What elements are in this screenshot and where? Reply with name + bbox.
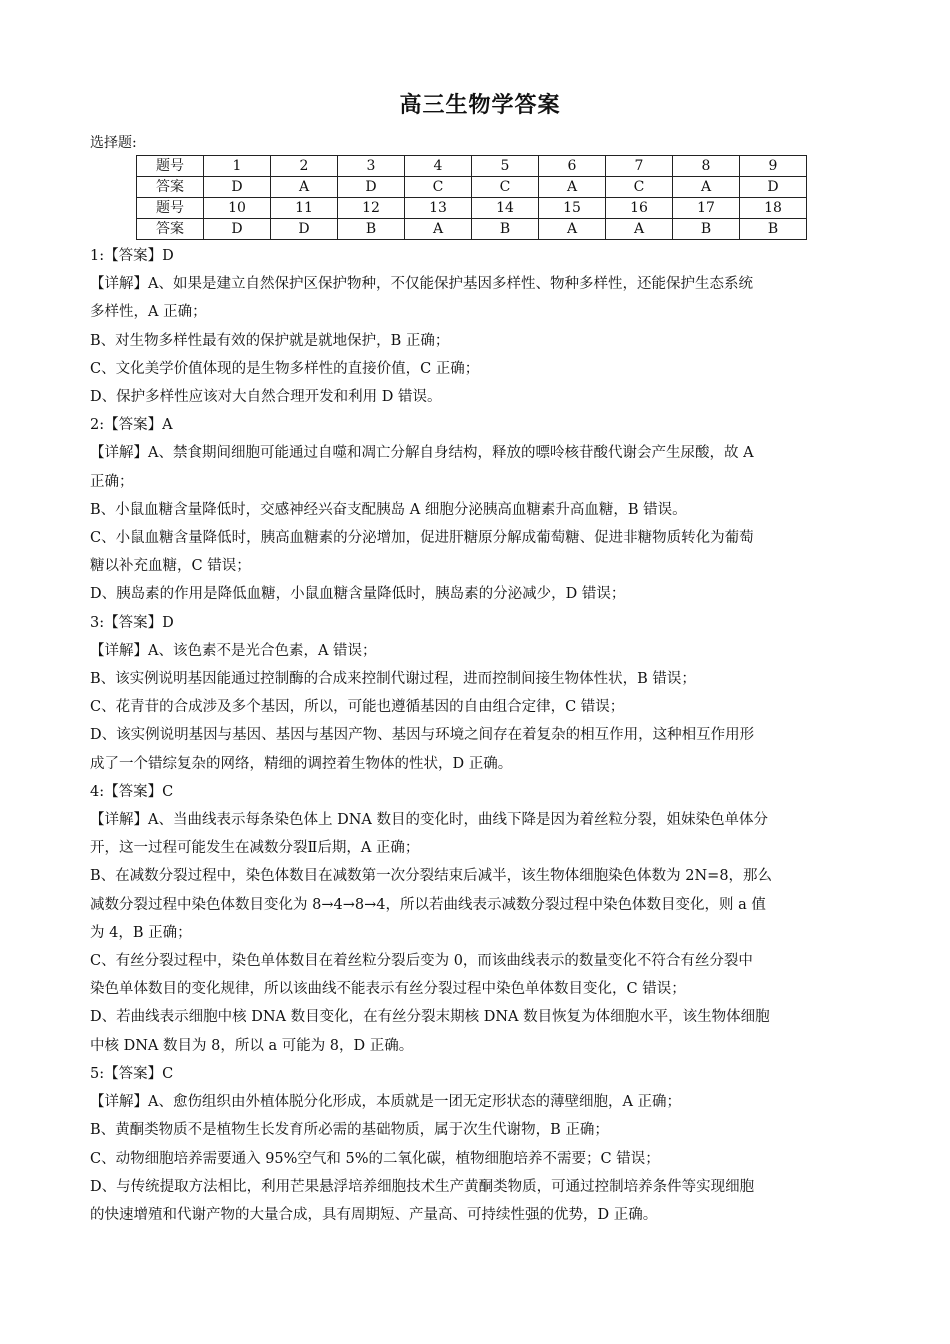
explanation-line: D、该实例说明基因与基因、基因与基因产物、基因与环境之间存在着复杂的相互作用，这种相互作用形 <box>90 727 755 744</box>
table-cell: D <box>740 177 807 198</box>
table-row <box>137 198 807 219</box>
page-title: 高三生物学答案 <box>399 93 561 118</box>
table-cell: 8 <box>673 156 740 177</box>
table-cell: C <box>472 177 539 198</box>
explanation-line: 正确； <box>90 473 134 490</box>
explanation-line: 多样性，A 正确； <box>90 304 207 321</box>
row-label: 题号 <box>137 156 204 177</box>
table-cell: 4 <box>405 156 472 177</box>
table-cell: 16 <box>606 198 673 219</box>
table-row <box>137 177 807 198</box>
table-cell: C <box>606 177 673 198</box>
explanation-line: 染色单体数目的变化规律，所以该曲线不能表示有丝分裂过程中染色单体数目变化，C 错误； <box>90 981 686 998</box>
explanation-line: 【详解】A、如果是建立自然保护区保护物种，不仅能保护基因多样性、物种多样性，还能保护生态系统 <box>90 276 753 293</box>
explanation-line: D、保护多样性应该对大自然合理开发和利用 D 错误。 <box>90 389 442 406</box>
question-block <box>90 242 870 411</box>
answer-heading: 2:【答案】A <box>90 417 173 434</box>
explanation-line: C、文化美学价值体现的是生物多样性的直接价值，C 正确； <box>90 360 480 377</box>
table-row <box>137 156 807 177</box>
question-block <box>90 609 870 778</box>
table-cell: 17 <box>673 198 740 219</box>
table-cell: D <box>204 219 271 240</box>
explanation-line: 【详解】A、禁食期间细胞可能通过自噬和凋亡分解自身结构，释放的嘌呤核苷酸代谢会产生尿酸，故 A <box>90 445 754 462</box>
table-cell: D <box>271 219 338 240</box>
table-cell: 12 <box>338 198 405 219</box>
table-cell: 6 <box>539 156 606 177</box>
table-cell: B <box>472 219 539 240</box>
table-cell: 13 <box>405 198 472 219</box>
table-cell: 18 <box>740 198 807 219</box>
explanation-line: B、黄酮类物质不是植物生长发育所必需的基础物质，属于次生代谢物，B 正确； <box>90 1122 609 1139</box>
table-cell: 7 <box>606 156 673 177</box>
explanation-line: C、小鼠血糖含量降低时，胰高血糖素的分泌增加，促进肝糖原分解成葡萄糖、促进非糖物质转化为葡萄 <box>90 530 754 547</box>
explanation-line: 【详解】A、愈伤组织由外植体脱分化形成，本质就是一团无定形状态的薄壁细胞，A 正确； <box>90 1094 682 1111</box>
explanation-line: B、小鼠血糖含量降低时，交感神经兴奋支配胰岛 A 细胞分泌胰高血糖素升高血糖，B 错误。 <box>90 501 687 518</box>
row-label: 答案 <box>137 219 204 240</box>
section-label-choice: 选择题: <box>90 135 137 151</box>
table-cell: 2 <box>271 156 338 177</box>
question-block <box>90 411 870 608</box>
table-cell: 1 <box>204 156 271 177</box>
explanation-line: 的快速增殖和代谢产物的大量合成，具有周期短、产量高、可持续性强的优势，D 正确。 <box>90 1206 658 1223</box>
table-cell: 10 <box>204 198 271 219</box>
explanation-line: B、在减数分裂过程中，染色体数目在减数第一次分裂结束后减半，该生物体细胞染色体数为 2N=8，那么 <box>90 868 773 885</box>
table-cell: B <box>338 219 405 240</box>
table-cell: A <box>539 219 606 240</box>
explanation-line: B、对生物多样性最有效的保护就是就地保护，B 正确； <box>90 332 450 349</box>
explanation-line: 为 4，B 正确； <box>90 924 192 941</box>
answer-document <box>90 88 870 1229</box>
explanation-line: C、动物细胞培养需要通入 95%空气和 5%的二氧化碳，植物细胞培养不需要；C 错误； <box>90 1150 660 1167</box>
explanation-line: 糖以补充血糖，C 错误； <box>90 558 251 575</box>
row-label: 答案 <box>137 177 204 198</box>
question-block <box>90 1060 870 1229</box>
explanation-line: D、胰岛素的作用是降低血糖，小鼠血糖含量降低时，胰岛素的分泌减少，D 错误； <box>90 586 626 603</box>
explanation-line: 中核 DNA 数目为 8，所以 a 可能为 8，D 正确。 <box>90 1037 414 1054</box>
explanation-line: 开，这一过程可能发生在减数分裂Ⅱ后期，A 正确； <box>90 840 420 857</box>
answer-heading: 3:【答案】D <box>90 614 174 631</box>
table-cell: 3 <box>338 156 405 177</box>
table-row <box>137 219 807 240</box>
answer-table <box>136 155 807 240</box>
explanation-line: B、该实例说明基因能通过控制酶的合成来控制代谢过程，进而控制间接生物体性状，B 错误； <box>90 671 696 688</box>
table-cell: D <box>338 177 405 198</box>
explanations <box>90 242 870 1229</box>
table-cell: A <box>405 219 472 240</box>
answer-heading: 1:【答案】D <box>90 248 174 264</box>
table-cell: A <box>673 177 740 198</box>
table-cell: B <box>673 219 740 240</box>
table-cell: C <box>405 177 472 198</box>
table-cell: 15 <box>539 198 606 219</box>
table-cell: 9 <box>740 156 807 177</box>
explanation-line: C、花青苷的合成涉及多个基因，所以，可能也遵循基因的自由组合定律，C 错误； <box>90 699 625 716</box>
explanation-line: C、有丝分裂过程中，染色单体数目在着丝粒分裂后变为 0，而该曲线表示的数量变化不符合有丝分裂中 <box>90 953 753 970</box>
answer-heading: 5:【答案】C <box>90 1065 174 1082</box>
table-cell: A <box>606 219 673 240</box>
explanation-line: 成了一个错综复杂的网络，精细的调控着生物体的性状，D 正确。 <box>90 755 513 772</box>
answer-heading: 4:【答案】C <box>90 783 174 800</box>
explanation-line: 【详解】A、当曲线表示每条染色体上 DNA 数目的变化时，曲线下降是因为着丝粒分裂，姐妹染色单体分 <box>90 812 768 829</box>
table-cell: 5 <box>472 156 539 177</box>
row-label: 题号 <box>137 198 204 219</box>
explanation-line: 减数分裂过程中染色体数目变化为 8→4→8→4，所以若曲线表示减数分裂过程中染色体数目变化，则 a 值 <box>90 896 766 913</box>
table-cell: 11 <box>271 198 338 219</box>
table-cell: D <box>204 177 271 198</box>
table-cell: A <box>271 177 338 198</box>
table-cell: B <box>740 219 807 240</box>
table-cell: 14 <box>472 198 539 219</box>
question-block <box>90 778 870 1060</box>
explanation-line: 【详解】A、该色素不是光合色素，A 错误； <box>90 642 377 659</box>
explanation-line: D、若曲线表示细胞中核 DNA 数目变化，在有丝分裂末期核 DNA 数目恢复为体细胞水平，该生物体细胞 <box>90 1009 770 1026</box>
explanation-line: D、与传统提取方法相比，利用芒果悬浮培养细胞技术生产黄酮类物质，可通过控制培养条件等实现细胞 <box>90 1178 755 1195</box>
table-cell: A <box>539 177 606 198</box>
